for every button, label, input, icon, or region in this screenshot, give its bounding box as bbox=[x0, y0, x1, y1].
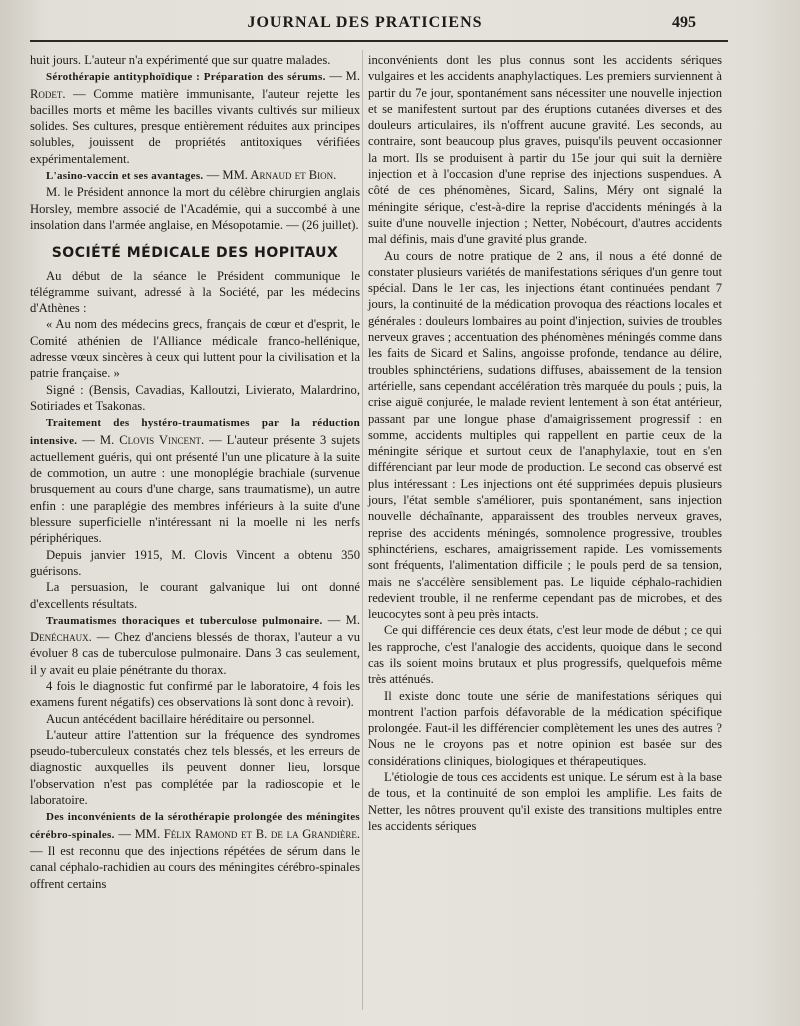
paragraph: L'auteur attire l'attention sur la fréquence des syndromes pseudo-tuberculeux constatés chez tels blessés, et les erreurs de diagnostic auxquelles ils peuvent donner lieu, lorsque l'observation n'est pas complétée par la radioscopie et le laboratoire. bbox=[30, 727, 360, 808]
paragraph bbox=[30, 414, 360, 546]
right-column bbox=[368, 52, 722, 834]
paragraph bbox=[30, 612, 360, 678]
paragraph bbox=[30, 167, 360, 184]
article-heading: L'asino-vaccin et ses avantages. bbox=[46, 170, 204, 183]
paragraph-text: — Il est reconnu que des injections répétées de sérum dans le canal céphalo-rachidien au cours des méningites cérébro-spinales offrent certains bbox=[30, 843, 360, 891]
paragraph: 4 fois le diagnostic fut confirmé par le laboratoire, 4 fois les examens furent négatifs) ces observations là sont donc à revoir). bbox=[30, 678, 360, 710]
left-column bbox=[30, 52, 360, 892]
author: — M. Clovis Vincent. bbox=[82, 432, 205, 447]
article-heading: Sérothérapie antityphoïdique : Préparation des sérums. bbox=[46, 71, 326, 84]
paragraph: Au début de la séance le Président communique le télégramme suivant, adressé à la Société, par les médecins d'Athènes : bbox=[30, 268, 360, 316]
author: — MM. Arnaud et Bion. bbox=[206, 168, 337, 183]
column-divider bbox=[362, 50, 363, 1010]
paragraph: Signé : (Bensis, Cavadias, Kalloutzi, Livierato, Malardrino, Sotiriades et Tsakonas. bbox=[30, 382, 360, 413]
paragraph: M. le Président annonce la mort du célèbre chirurgien anglais Horsley, membre associé de l'Académie, qui a succombé à une insolation dans l'armée anglaise, en Mésopotamie. — (26 juillet). bbox=[30, 185, 360, 232]
paragraph: Depuis janvier 1915, M. Clovis Vincent a obtenu 350 guérisons. bbox=[30, 547, 360, 578]
paragraph: Aucun antécédent bacillaire héréditaire ou personnel. bbox=[46, 711, 315, 726]
paragraph-text: — Chez d'anciens blessés de thorax, l'auteur a vu évoluer 8 cas de tuberculose pulmonaire. Dans 3 cas seulement, il y avait eu plaie pénétrante du thorax. bbox=[30, 630, 360, 677]
article-heading: Traumatismes thoraciques et tuberculose pulmonaire. bbox=[46, 614, 323, 627]
author: — MM. Félix Ramond et B. de la Grandière. bbox=[118, 826, 360, 841]
section-title: SOCIÉTÉ MÉDICALE DES HOPITAUX bbox=[51, 245, 339, 262]
page-number: 495 bbox=[672, 14, 696, 31]
paragraph bbox=[30, 68, 360, 167]
paragraph: Au cours de notre pratique de 2 ans, il nous a été donné de constater plusieurs variétés de manifestations sériques d'un genre tout spécial. Dans le 1er cas, les injections étant continuées pendant 7 jours, la continuité de la médication provoqua des réactions locales et générales : douleurs lombaires au point d'injection, suivies de troubles nerveux graves ; accentuation des phénomènes méningés comme dans les faits de Sicard et Salins, angoisse profonde, tendance au délire, troubles sphinctériens, sudations diffuses, abaissement de la tension artérielle, sans cependant accélération très marquée du pouls ; puis, la crise aiguë conjurée, le malade revient lentement à son état antérieur, passant par une longue phase d'amaigrissement progressif : en somme, accidents multiples qui rappellent en partie ceux de la méningite sérique et surtout ceux de l'anaphylaxie, tout en s'en différenciant par leur mode de production. Le second cas observé est plus intéressant : Les injections ont été supprimées depuis plusieurs jours, l'état semble s'améliorer, puis spontanément, sans injection nouvelle déchaînante, apparaissent des troubles nerveux graves, reprise des accidents méningés, somnolence progressive, troubles sphinctériens, eschares, amaigrissement rapide. Les vomissements sont fréquents, l'alimentation difficile ; le pouls perd de sa tension, mais ne s'accélère sensiblement pas. Le liquide céphalo-rachidien redevient trouble, il ne renferme cependant pas de microbes, et des leucocytes sont à peu près intacts. bbox=[368, 248, 722, 622]
paragraph: huit jours. L'auteur n'a expérimenté que sur quatre malades. bbox=[30, 53, 331, 67]
author: — M. Denéchaux. bbox=[30, 612, 360, 645]
paragraph: L'étiologie de tous ces accidents est unique. Le sérum est à la base de tous, et la continuité de son emploi les amplifie. Les faits de Netter, les nôtres prouvent qu'il existe des transitions multiples entre les accidents sériques bbox=[368, 770, 722, 833]
paragraph: inconvénients dont les plus connus sont les accidents sériques vulgaires et les accidents anaphylactiques. Les premiers surviennent à partir du 7e jour, spontanément sans nécessiter une nouvelle injection et se manifestent surtout par des éruptions cutanées diverses et des douleurs articulaires, ils n'offrent aucune gravité. Les seconds, au contraire, sont beaucoup plus graves, puisqu'ils peuvent occasionner la mort. Ils se produisent à partir du 15e jour qui suit la dernière injection et à l'occasion d'une reprise des injections suspendues. A côté de ces phénomènes, Sicard, Salins, Méry ont signalé la méningite sérique, c'est-à-dire la reprise d'accidents méningés à la suite d'une nouvelle injection ; Netter, Nobécourt, d'autres accidents mal définis, mais d'une gravité plus grande. bbox=[368, 53, 722, 247]
paragraph: Il existe donc toute une série de manifestations sériques qui montrent l'action parfois défavorable de la médication spécifique prolongée. Faut-il les différencier complètement les unes des autres ? Nous ne le croyons pas et notre opinion est basée sur des considérations cliniques, biologiques et thérapeutiques. bbox=[368, 688, 722, 768]
article-heading: Traitement des hystéro-traumatismes par la réduction intensive. bbox=[30, 417, 360, 447]
paragraph-text: — Comme matière immunisante, l'auteur rejette les bacilles morts et même les bacilles vivants cultivés sur milieux solides. Ses cultures, presque entièrement réduites aux principes solubles, jouissent de propriétés antitoxiques vérifiées expérimentalement. bbox=[30, 86, 360, 166]
author: — M. Rodet. bbox=[30, 69, 360, 101]
paragraph: « Au nom des médecins grecs, français de cœur et d'esprit, le Comité athénien de l'Alliance médicale franco-hellénique, adresse vœux sincères à ceux qui luttent pour la civilisation et la patrie française. » bbox=[30, 317, 360, 381]
article-heading: Des inconvénients de la sérothérapie prolongée des méningites cérébro-spinales. bbox=[30, 811, 360, 841]
header-rule bbox=[30, 40, 728, 42]
paragraph: Ce qui différencie ces deux états, c'est leur mode de début ; ce qui les rapproche, c'est l'analogie des accidents, quoique dans le second cas ils soient moins brutaux et plus progressifs, quelquefois même très atténués. bbox=[368, 623, 722, 687]
paragraph bbox=[30, 808, 360, 891]
running-header: JOURNAL DES PRATICIENS bbox=[247, 14, 483, 31]
paragraph-text: — L'auteur présente 3 sujets actuellement guéris, qui ont présenté l'un une plicature à la suite de commotion, un autre : une monoplégie brachiale (survenue brusquement au cours d'une charge, sans traumatisme), un autre enfin : une paraplégie des membres inférieurs à la suite d'une blessure superficielle n'intéressant ni la moelle ni les nerfs périphériques. bbox=[30, 432, 360, 546]
paragraph: La persuasion, le courant galvanique lui ont donné d'excellents résultats. bbox=[30, 580, 360, 611]
